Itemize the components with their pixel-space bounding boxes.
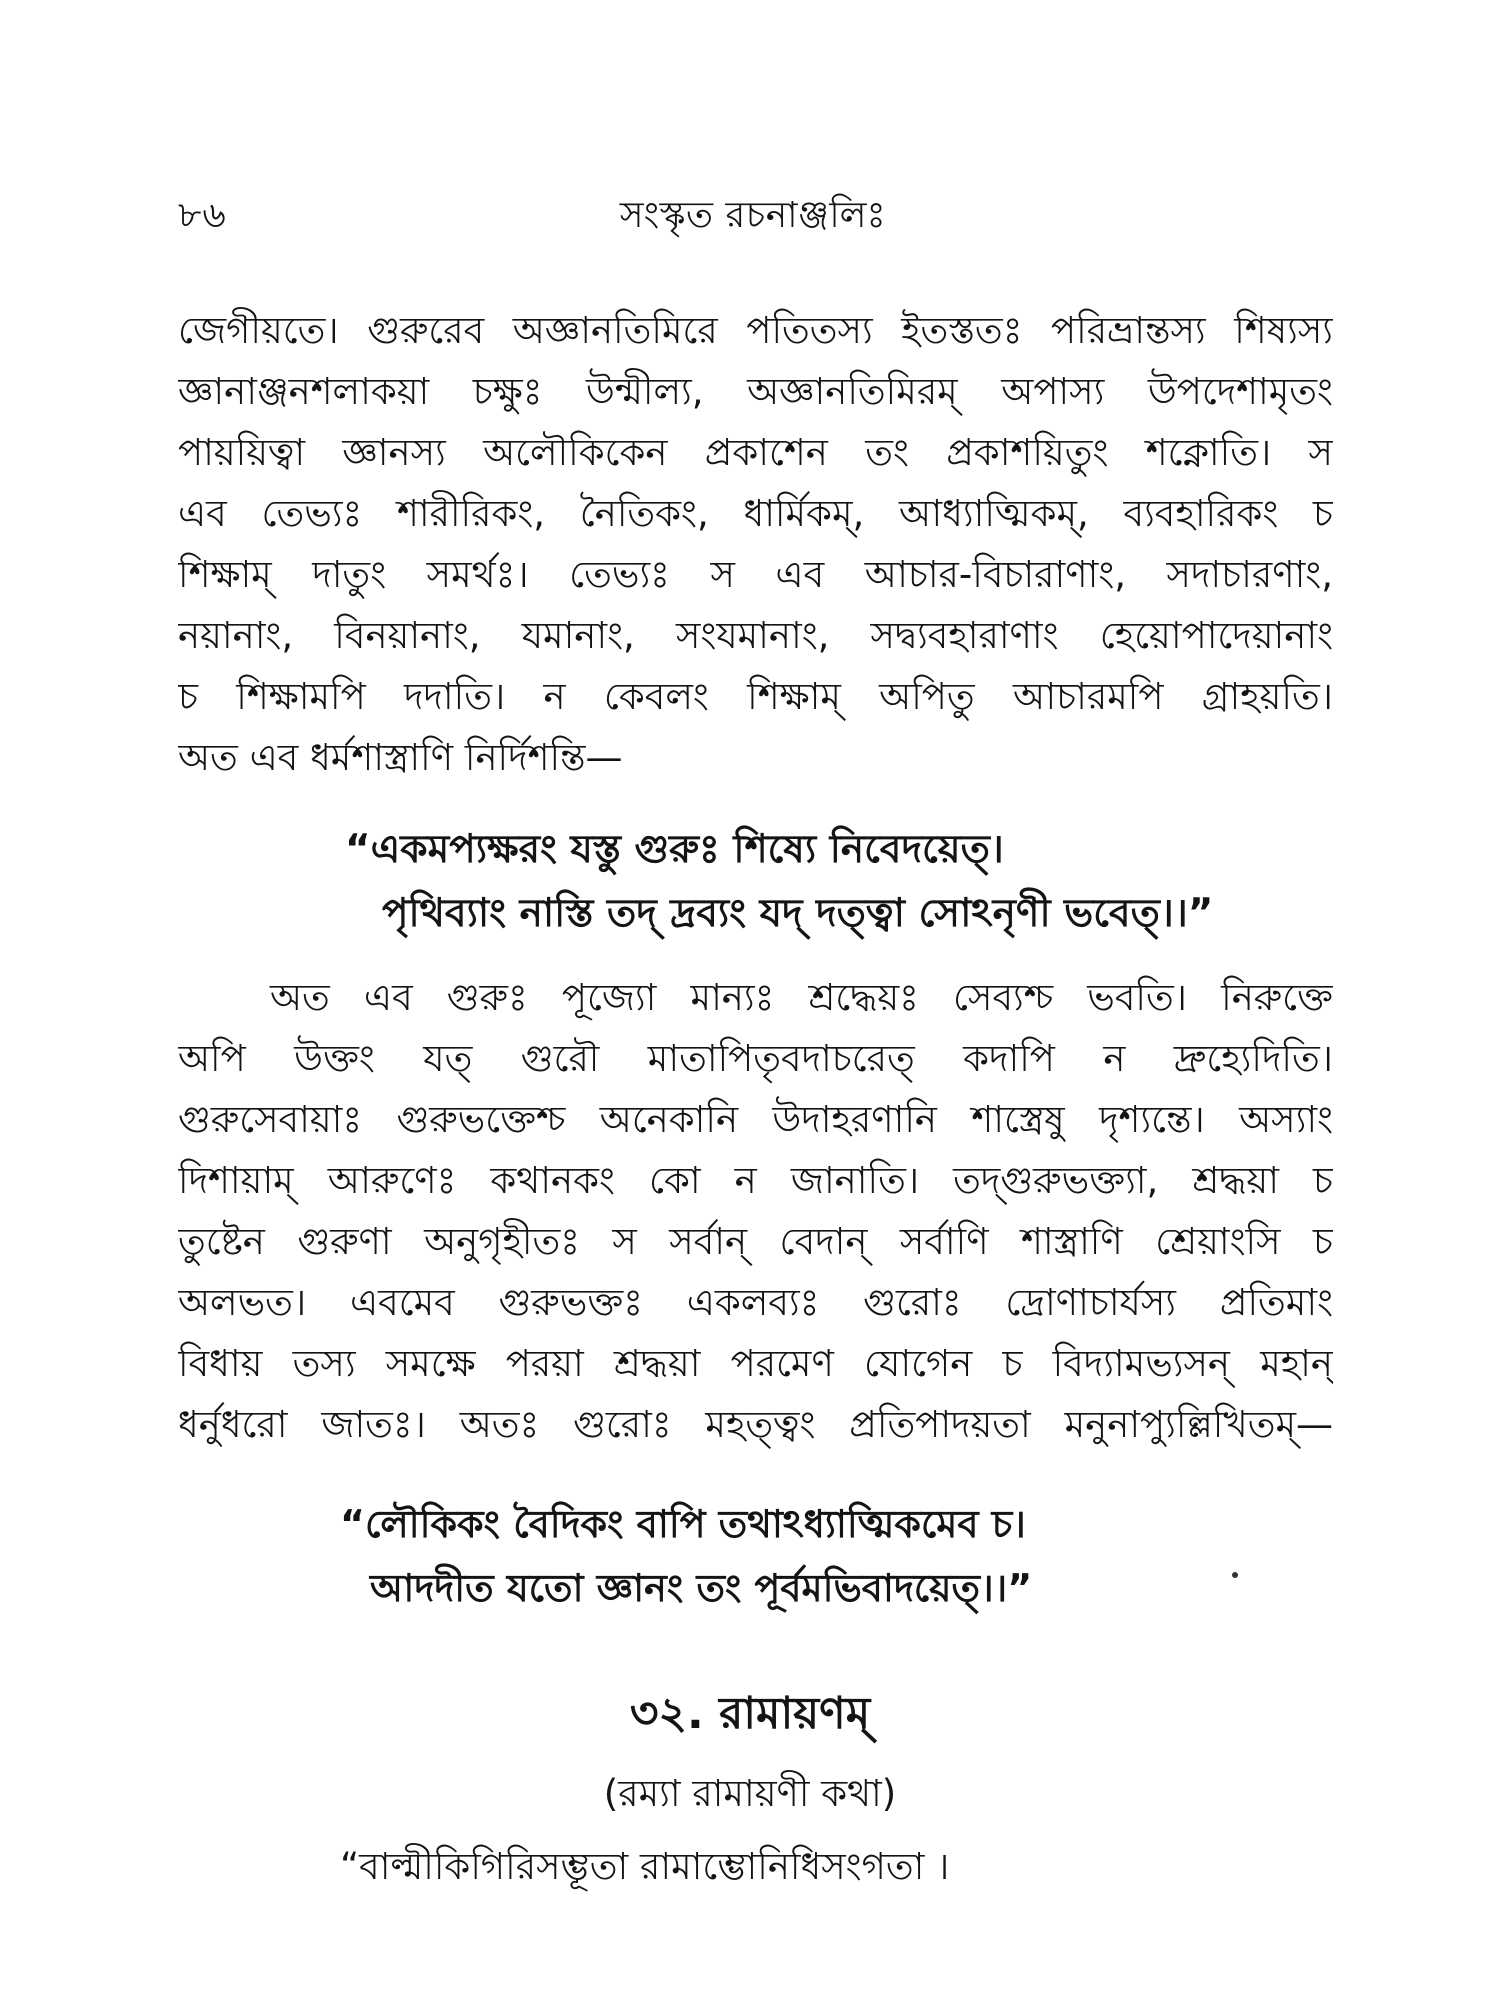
verse-2-line-2: আদদীত যতো জ্ঞানং তং পূর্বমভিবাদয়েত্।।” — [370, 1566, 1033, 1610]
verse-2-line-1: “লৌকিকং বৈদিকং বাপি তথাঽধ্যাত্মিকমেব চ। — [340, 1502, 1026, 1546]
page-number: ৮৬ — [178, 195, 227, 236]
text-line: এব তেভ্যঃ শারীরিকং, নৈতিকং, ধার্মিকম্, আধ্যাত্মিকম্, ব্যবহারিকং চ — [178, 492, 1333, 535]
text-line: দিশায়াম্ আরুণেঃ কথানকং কো ন জানাতি। তদ্গুরুভক্ত্যা, শ্রদ্ধয়া চ — [178, 1159, 1333, 1202]
text-line: ধর্নুধরো জাতঃ। অতঃ গুরোঃ মহত্ত্বং প্রতিপাদয়তা মনুনাপ্যুল্লিখিতম্— — [178, 1403, 1333, 1446]
text-line: তুষ্টেন গুরুণা অনুগৃহীতঃ স সর্বান্ বেদান্ সর্বাণি শাস্ত্রাণি শ্রেয়াংসি চ — [178, 1220, 1333, 1263]
text-line: গুরুসেবায়াঃ গুরুভক্তেশ্চ অনেকানি উদাহরণানি শাস্ত্রেষু দৃশ্যন্তে। অস্যাং — [178, 1098, 1333, 1141]
text-line: জ্ঞানাঞ্জনশলাকয়া চক্ষুঃ উন্মীল্য, অজ্ঞানতিমিরম্ অপাস্য উপদেশামৃতং — [178, 370, 1333, 413]
text-line: পায়য়িত্বা জ্ঞানস্য অলৌকিকেন প্রকাশেন তং প্রকাশয়িতুং শক্নোতি। স — [178, 431, 1333, 474]
text-line: বিধায় তস্য সমক্ষে পরয়া শ্রদ্ধয়া পরমেণ যোগেন চ বিদ্যামভ্যসন্ মহান্ — [178, 1342, 1333, 1385]
text-line: নয়ানাং, বিনয়ানাং, যমানাং, সংযমানাং, সদ্ব্যবহারাণাং হেয়োপাদেয়ানাং — [178, 614, 1333, 657]
text-line: চ শিক্ষামপি দদাতি। ন কেবলং শিক্ষাম্ অপিতু আচারমপি গ্রাহয়তি। — [178, 675, 1333, 718]
page-header — [178, 188, 1328, 248]
paragraph-guru-devotion — [178, 967, 1333, 1455]
chapter-subtitle: (রম্যা রামায়ণী কথা) — [603, 1772, 897, 1815]
text-line: জেগীয়তে। গুরুরেব অজ্ঞানতিমিরে পতিতস্য ইতস্ততঃ পরিভ্রান্তস্য শিষ্যস্য — [178, 309, 1333, 352]
text-line: অপি উক্তং যত্ গুরৌ মাতাপিতৃবদাচরেত্ কদাপি ন দ্রুহ্যেদিতি। — [178, 1037, 1333, 1080]
text-line: শিক্ষাম্ দাতুং সমর্থঃ। তেভ্যঃ স এব আচার-বিচারাণাং, সদাচারণাং, — [178, 553, 1333, 596]
running-title: সংস্কৃত রচনাঞ্জলিঃ — [619, 195, 887, 236]
paragraph-guru-teaching — [178, 300, 1333, 788]
verse-1-line-2: পৃথিব্যাং নাস্তি তদ্ দ্রব্যং যদ্ দত্ত্বা সোঽনৃণী ভবেত্।।” — [382, 891, 1214, 936]
chapter-opening-verse: “বাল্মীকিগিরিসম্ভূতা রামাম্ভোনিধিসংগতা । — [340, 1845, 950, 1888]
print-speck — [1232, 1572, 1238, 1578]
text-line: অত এব গুরুঃ পূজ্যো মান্যঃ শ্রদ্ধেয়ঃ সেব্যশ্চ ভবতি। নিরুক্তে — [270, 976, 1333, 1019]
text-line: অলভত। এবমেব গুরুভক্তঃ একলব্যঃ গুরোঃ দ্রোণাচার্যস্য প্রতিমাং — [178, 1281, 1333, 1324]
chapter-title: ৩২. রামায়ণম্ — [629, 1688, 871, 1739]
text-line: অত এব ধর্মশাস্ত্রাণি নির্দিশন্তি— — [178, 736, 623, 779]
verse-1-line-1: “একমপ্যক্ষরং যস্তু গুরুঃ শিষ্যে নিবেদয়েত্। — [345, 827, 1004, 872]
